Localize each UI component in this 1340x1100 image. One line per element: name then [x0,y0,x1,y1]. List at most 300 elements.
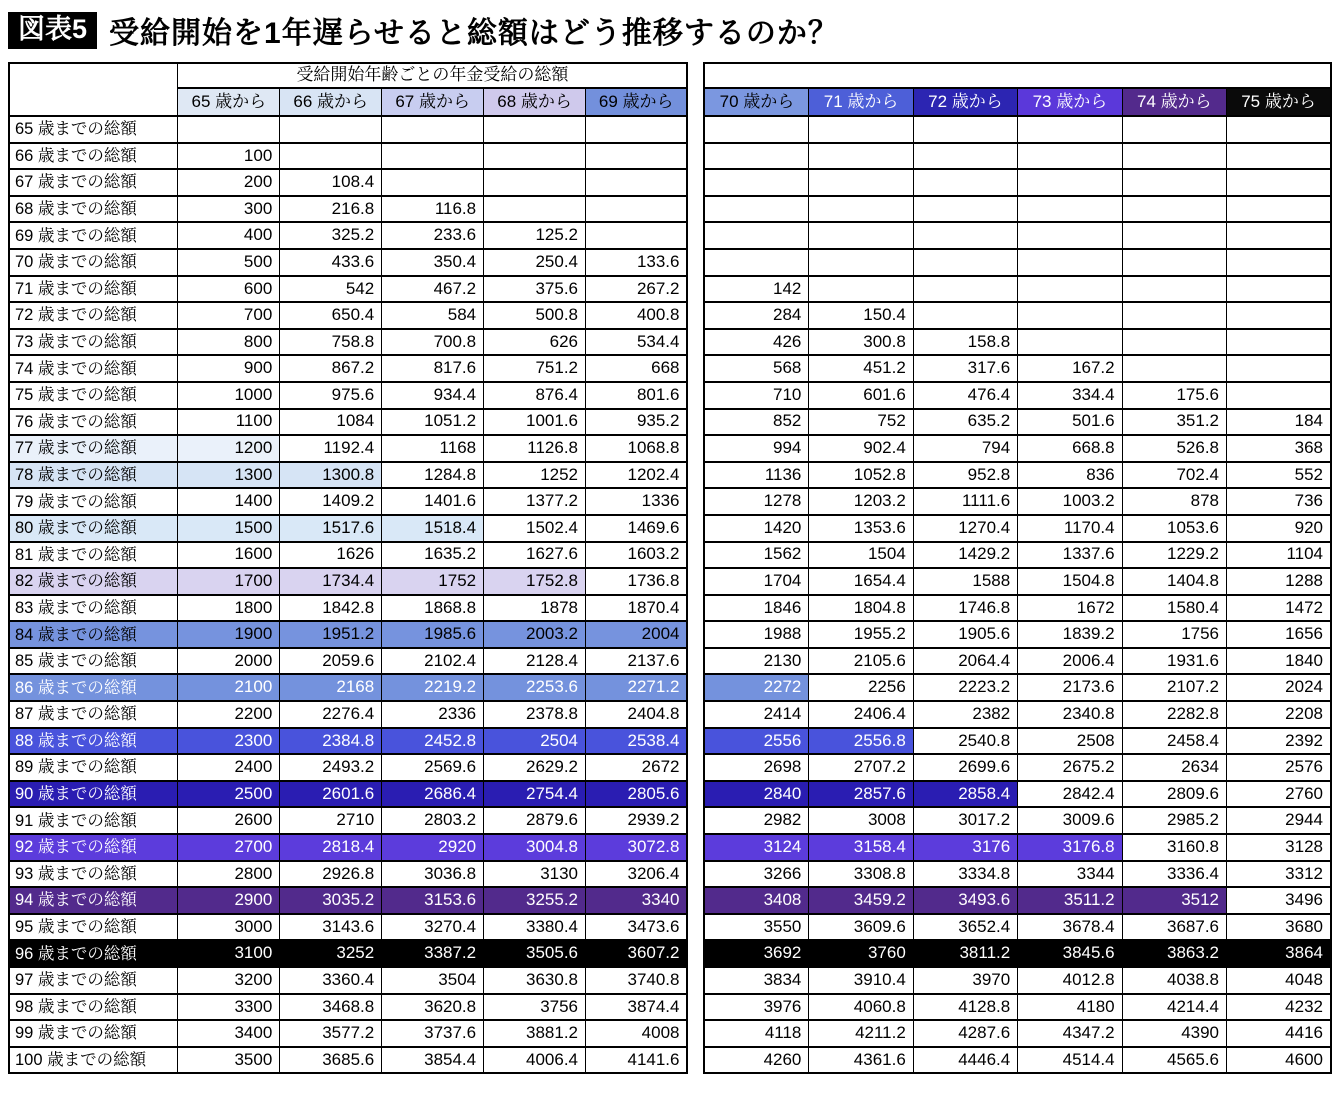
value-cell: 3008 [809,807,913,834]
value-cell: 3130 [484,861,586,888]
value-cell: 4361.6 [809,1047,913,1074]
value-cell: 4060.8 [809,994,913,1021]
value-cell: 3176.8 [1018,834,1122,861]
table-row [9,515,687,542]
value-cell: 1136 [704,462,808,489]
value-cell: 1500 [178,515,280,542]
value-cell: 3511.2 [1018,887,1122,914]
figure-header [0,0,1340,62]
value-cell: 1951.2 [280,621,382,648]
value-cell: 3336.4 [1122,861,1226,888]
value-cell: 1985.6 [382,621,484,648]
value-cell: 935.2 [586,409,688,436]
table-row [704,169,1331,196]
value-cell: 2128.4 [484,648,586,675]
row-label: 80 歳までの総額 [9,515,178,542]
value-cell: 1804.8 [809,595,913,622]
value-cell: 878 [1122,488,1226,515]
value-cell: 150.4 [809,302,913,329]
row-label: 85 歳までの総額 [9,648,178,675]
value-cell: 751.2 [484,355,586,382]
value-cell: 2504 [484,728,586,755]
value-cell: 133.6 [586,249,688,276]
value-cell [1018,169,1122,196]
value-cell: 702.4 [1122,462,1226,489]
table-row [704,355,1331,382]
value-cell: 1734.4 [280,568,382,595]
row-label: 82 歳までの総額 [9,568,178,595]
value-cell: 3387.2 [382,940,484,967]
value-cell: 1870.4 [586,595,688,622]
value-cell: 2173.6 [1018,674,1122,701]
value-cell: 1878 [484,595,586,622]
table-row [704,994,1331,1021]
value-cell: 467.2 [382,276,484,303]
value-cell: 3176 [913,834,1017,861]
table-row [704,515,1331,542]
value-cell: 3400 [178,1020,280,1047]
value-cell: 2458.4 [1122,728,1226,755]
value-cell: 116.8 [382,196,484,223]
row-label: 69 歳までの総額 [9,222,178,249]
value-cell: 3970 [913,967,1017,994]
value-cell [280,116,382,143]
table-row [704,940,1331,967]
value-cell: 368 [1227,435,1331,462]
value-cell: 2803.2 [382,807,484,834]
table-row [9,648,687,675]
value-cell: 1502.4 [484,515,586,542]
value-cell: 4214.4 [1122,994,1226,1021]
value-cell: 284 [704,302,808,329]
table-row [9,222,687,249]
table-row [9,967,687,994]
value-cell: 1203.2 [809,488,913,515]
value-cell [704,116,808,143]
row-label: 70 歳までの総額 [9,249,178,276]
table-row [9,409,687,436]
value-cell: 2840 [704,781,808,808]
table-row [704,648,1331,675]
value-cell: 752 [809,409,913,436]
value-cell: 300 [178,196,280,223]
value-cell: 4514.4 [1018,1047,1122,1074]
value-cell: 2168 [280,674,382,701]
value-cell: 3504 [382,967,484,994]
col-header-70: 70 歳から [704,88,808,116]
table-row [704,488,1331,515]
row-label: 76 歳までの総額 [9,409,178,436]
table-row [9,781,687,808]
value-cell [1122,249,1226,276]
value-cell: 2024 [1227,674,1331,701]
value-cell: 2754.4 [484,781,586,808]
value-cell: 2400 [178,754,280,781]
value-cell: 1353.6 [809,515,913,542]
value-cell: 3255.2 [484,887,586,914]
table-row [9,116,687,143]
value-cell [809,249,913,276]
value-cell: 3334.8 [913,861,1017,888]
value-cell [1122,222,1226,249]
value-cell: 4232 [1227,994,1331,1021]
table-row [9,435,687,462]
row-label: 99 歳までの総額 [9,1020,178,1047]
value-cell: 2629.2 [484,754,586,781]
value-cell: 1001.6 [484,409,586,436]
col-header-65: 65 歳から [178,88,280,116]
table-row [9,754,687,781]
value-cell: 3845.6 [1018,940,1122,967]
table-row [704,1020,1331,1047]
table-row [9,621,687,648]
value-cell: 1084 [280,409,382,436]
right-table-body [704,116,1331,1073]
value-cell: 1562 [704,542,808,569]
value-cell: 2675.2 [1018,754,1122,781]
value-cell: 1111.6 [913,488,1017,515]
row-label: 88 歳までの総額 [9,728,178,755]
value-cell [1122,329,1226,356]
value-cell: 1278 [704,488,808,515]
value-cell: 158.8 [913,329,1017,356]
left-table-body [9,116,687,1073]
value-cell: 2137.6 [586,648,688,675]
row-label: 89 歳までの総額 [9,754,178,781]
table-row [704,595,1331,622]
table-row [9,701,687,728]
value-cell [1018,116,1122,143]
value-cell: 3678.4 [1018,914,1122,941]
value-cell [913,196,1017,223]
value-cell: 250.4 [484,249,586,276]
value-cell: 700 [178,302,280,329]
tables-container [0,62,1340,1074]
value-cell: 3072.8 [586,834,688,861]
col-header-68: 68 歳から [484,88,586,116]
value-cell [382,143,484,170]
value-cell: 1756 [1122,621,1226,648]
table-row [704,914,1331,941]
value-cell: 500 [178,249,280,276]
value-cell: 650.4 [280,302,382,329]
value-cell: 4012.8 [1018,967,1122,994]
value-cell: 2857.6 [809,781,913,808]
value-cell: 2271.2 [586,674,688,701]
value-cell [1018,276,1122,303]
table-row [9,568,687,595]
value-cell: 400.8 [586,302,688,329]
value-cell: 233.6 [382,222,484,249]
value-cell: 2842.4 [1018,781,1122,808]
table-row [9,1020,687,1047]
value-cell: 200 [178,169,280,196]
value-cell: 1336 [586,488,688,515]
value-cell: 601.6 [809,382,913,409]
value-cell [913,143,1017,170]
row-label: 90 歳までの総額 [9,781,178,808]
value-cell: 2382 [913,701,1017,728]
value-cell [382,169,484,196]
value-cell [484,169,586,196]
value-cell [1227,222,1331,249]
value-cell [1227,382,1331,409]
value-cell: 1200 [178,435,280,462]
value-cell: 876.4 [484,382,586,409]
value-cell: 3756 [484,994,586,1021]
value-cell: 934.4 [382,382,484,409]
value-cell: 2300 [178,728,280,755]
pension-table-left [8,62,688,1074]
value-cell: 2540.8 [913,728,1017,755]
value-cell: 3811.2 [913,940,1017,967]
value-cell [1122,143,1226,170]
value-cell: 758.8 [280,329,382,356]
value-cell: 3408 [704,887,808,914]
table-row [9,276,687,303]
row-label: 92 歳までの総額 [9,834,178,861]
value-cell [913,116,1017,143]
value-cell: 1842.8 [280,595,382,622]
value-cell [1122,169,1226,196]
value-cell: 1627.6 [484,542,586,569]
value-cell: 2858.4 [913,781,1017,808]
value-cell: 1736.8 [586,568,688,595]
value-cell: 2601.6 [280,781,382,808]
value-cell: 1504 [809,542,913,569]
pension-table-right [703,62,1332,1074]
col-header-73: 73 歳から [1018,88,1122,116]
value-cell: 2100 [178,674,280,701]
value-cell: 902.4 [809,435,913,462]
value-cell: 175.6 [1122,382,1226,409]
col-header-72: 72 歳から [913,88,1017,116]
row-label: 73 歳までの総額 [9,329,178,356]
value-cell: 1170.4 [1018,515,1122,542]
value-cell: 1377.2 [484,488,586,515]
value-cell: 600 [178,276,280,303]
value-cell: 2223.2 [913,674,1017,701]
row-label: 96 歳までの総額 [9,940,178,967]
value-cell: 3874.4 [586,994,688,1021]
table-row [9,488,687,515]
table-row [9,196,687,223]
value-cell: 4416 [1227,1020,1331,1047]
row-label: 65 歳までの総額 [9,116,178,143]
value-cell: 994 [704,435,808,462]
value-cell [809,196,913,223]
table-row [9,595,687,622]
value-cell: 2805.6 [586,781,688,808]
value-cell: 500.8 [484,302,586,329]
value-cell [1122,302,1226,329]
value-cell: 1752 [382,568,484,595]
table-row [9,994,687,1021]
value-cell: 3128 [1227,834,1331,861]
value-cell: 2208 [1227,701,1331,728]
value-cell: 1420 [704,515,808,542]
value-cell: 626 [484,329,586,356]
table-row [704,887,1331,914]
value-cell [704,222,808,249]
value-cell: 817.6 [382,355,484,382]
table-row [704,409,1331,436]
table-row [704,754,1331,781]
value-cell: 3609.6 [809,914,913,941]
value-cell: 1900 [178,621,280,648]
page-title: 受給開始を1年遅らせると総額はどう推移するのか？ [109,17,839,50]
row-label: 98 歳までの総額 [9,994,178,1021]
value-cell: 4600 [1227,1047,1331,1074]
value-cell: 3630.8 [484,967,586,994]
value-cell: 1051.2 [382,409,484,436]
value-cell: 3505.6 [484,940,586,967]
value-cell: 1400 [178,488,280,515]
value-cell: 1100 [178,409,280,436]
value-cell: 2800 [178,861,280,888]
value-cell: 1800 [178,595,280,622]
value-cell [586,169,688,196]
value-cell [704,143,808,170]
value-cell: 3607.2 [586,940,688,967]
value-cell: 584 [382,302,484,329]
value-cell: 3652.4 [913,914,1017,941]
value-cell: 1000 [178,382,280,409]
value-cell: 3500 [178,1047,280,1074]
value-cell: 3344 [1018,861,1122,888]
value-cell: 3737.6 [382,1020,484,1047]
value-cell: 2760 [1227,781,1331,808]
value-cell: 2200 [178,701,280,728]
value-cell: 1409.2 [280,488,382,515]
value-cell: 3153.6 [382,887,484,914]
row-label: 66 歳までの総額 [9,143,178,170]
value-cell: 4287.6 [913,1020,1017,1047]
group-header: 受給開始年齢ごとの年金受給の総額 [178,63,688,88]
value-cell: 1518.4 [382,515,484,542]
value-cell: 1700 [178,568,280,595]
table-row [704,967,1331,994]
table-row [9,834,687,861]
value-cell: 2634 [1122,754,1226,781]
table-row [704,834,1331,861]
value-cell [1227,329,1331,356]
value-cell: 2003.2 [484,621,586,648]
value-cell: 2707.2 [809,754,913,781]
value-cell: 142 [704,276,808,303]
value-cell: 2900 [178,887,280,914]
table-row [9,674,687,701]
value-cell: 433.6 [280,249,382,276]
value-cell: 1600 [178,542,280,569]
value-cell: 1300 [178,462,280,489]
value-cell: 668.8 [1018,435,1122,462]
table-row [9,807,687,834]
value-cell: 3680 [1227,914,1331,941]
value-cell: 920 [1227,515,1331,542]
corner-cell [9,63,178,116]
col-header-69: 69 歳から [586,88,688,116]
empty-header-cell [704,63,1331,88]
value-cell: 700.8 [382,329,484,356]
table-row [704,276,1331,303]
value-cell: 3577.2 [280,1020,382,1047]
value-cell: 1202.4 [586,462,688,489]
value-cell [1227,276,1331,303]
table-row [9,914,687,941]
value-cell: 1192.4 [280,435,382,462]
value-cell: 2920 [382,834,484,861]
value-cell: 1288 [1227,568,1331,595]
table-row [9,382,687,409]
value-cell: 2556 [704,728,808,755]
value-cell [913,222,1017,249]
value-cell [1018,302,1122,329]
value-cell [1018,196,1122,223]
row-label: 93 歳までの総額 [9,861,178,888]
row-label: 78 歳までの総額 [9,462,178,489]
row-label: 68 歳までの総額 [9,196,178,223]
value-cell: 3270.4 [382,914,484,941]
value-cell: 2414 [704,701,808,728]
value-cell: 3143.6 [280,914,382,941]
value-cell: 2710 [280,807,382,834]
table-row [704,143,1331,170]
value-cell: 3550 [704,914,808,941]
value-cell: 1504.8 [1018,568,1122,595]
value-cell: 1672 [1018,595,1122,622]
value-cell: 2493.2 [280,754,382,781]
value-cell: 3512 [1122,887,1226,914]
table-row [9,249,687,276]
value-cell: 1252 [484,462,586,489]
table-row [704,302,1331,329]
value-cell: 2809.6 [1122,781,1226,808]
value-cell: 3864 [1227,940,1331,967]
value-cell [809,116,913,143]
value-cell: 2378.8 [484,701,586,728]
value-cell: 534.4 [586,329,688,356]
table-row [704,196,1331,223]
value-cell: 2336 [382,701,484,728]
value-cell: 1839.2 [1018,621,1122,648]
value-cell: 426 [704,329,808,356]
value-cell: 736 [1227,488,1331,515]
value-cell: 3459.2 [809,887,913,914]
value-cell: 1905.6 [913,621,1017,648]
value-cell [1018,329,1122,356]
value-cell: 2699.6 [913,754,1017,781]
row-label: 100 歳までの総額 [9,1047,178,1074]
value-cell: 794 [913,435,1017,462]
value-cell [1018,143,1122,170]
value-cell: 4211.2 [809,1020,913,1047]
value-cell: 2508 [1018,728,1122,755]
value-cell: 3009.6 [1018,807,1122,834]
value-cell: 476.4 [913,382,1017,409]
value-cell: 635.2 [913,409,1017,436]
value-cell [382,116,484,143]
row-label: 79 歳までの総額 [9,488,178,515]
value-cell: 1472 [1227,595,1331,622]
value-cell: 2404.8 [586,701,688,728]
value-cell [1227,169,1331,196]
value-cell: 1931.6 [1122,648,1226,675]
table-row [9,355,687,382]
value-cell [1227,196,1331,223]
value-cell [1227,302,1331,329]
row-label: 91 歳までの総額 [9,807,178,834]
